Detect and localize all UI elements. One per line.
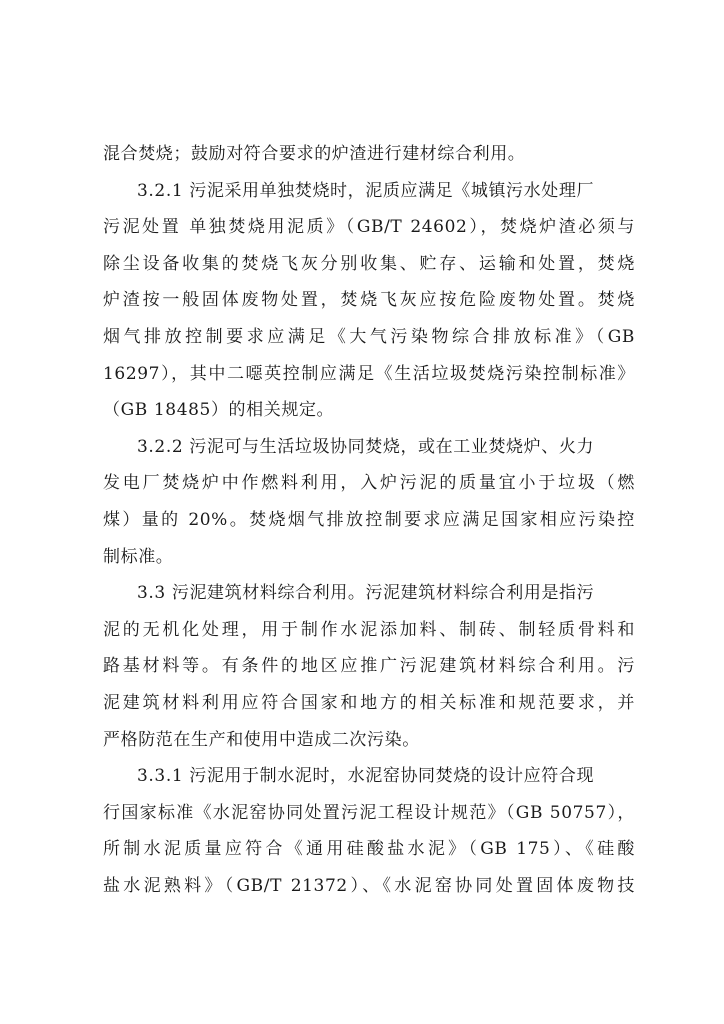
text-line: 所制水泥质量应符合《通用硅酸盐水泥》（GB 175）、《硅酸 [103,839,635,860]
text-line: 严格防范在生产和使用中造成二次污染。 [103,729,420,750]
text-line: 制标准。 [103,546,174,567]
text-line: 除尘设备收集的焚烧飞灰分别收集、贮存、运输和处置，焚烧 [103,253,635,274]
text-line: 3.2.2 污泥可与生活垃圾协同焚烧，或在工业焚烧炉、火力 [137,436,595,457]
text-line: 泥的无机化处理，用于制作水泥添加料、制砖、制轻质骨料和 [103,619,635,640]
text-line: 3.3.1 污泥用于制水泥时，水泥窑协同焚烧的设计应符合现 [137,766,595,787]
text-line: 煤）量的 20%。焚烧烟气排放控制要求应满足国家相应污染控 [103,509,635,530]
text-line: 发电厂焚烧炉中作燃料利用，入炉污泥的质量宜小于垃圾（燃 [103,473,635,494]
text-line: 16297），其中二噁英控制应满足《生活垃圾焚烧污染控制标准》 [103,363,635,384]
text-line: 路基材料等。有条件的地区应推广污泥建筑材料综合利用。污 [103,656,635,677]
document-body [103,136,635,904]
text-line: 行国家标准《水泥窑协同处置污泥工程设计规范》（GB 50757）， [103,802,635,823]
text-line: 炉渣按一般固体废物处置，焚烧飞灰应按危险废物处置。焚烧 [103,290,635,311]
text-line: （GB 18485）的相关规定。 [103,400,335,421]
text-line: 盐水泥熟料》（GB/T 21372）、《水泥窑协同处置固体废物技 [103,875,635,896]
text-line: 3.2.1 污泥采用单独焚烧时，泥质应满足《城镇污水处理厂 [137,180,595,201]
text-line: 污泥处置 单独焚烧用泥质》（GB/T 24602），焚烧炉渣必须与 [103,217,635,238]
text-line: 混合焚烧；鼓励对符合要求的炉渣进行建材综合利用。 [103,144,526,164]
text-line: 烟气排放控制要求应满足《大气污染物综合排放标准》（GB [103,326,635,347]
text-line: 泥建筑材料利用应符合国家和地方的相关标准和规范要求，并 [103,692,635,713]
text-line: 3.3 污泥建筑材料综合利用。污泥建筑材料综合利用是指污 [137,583,595,604]
